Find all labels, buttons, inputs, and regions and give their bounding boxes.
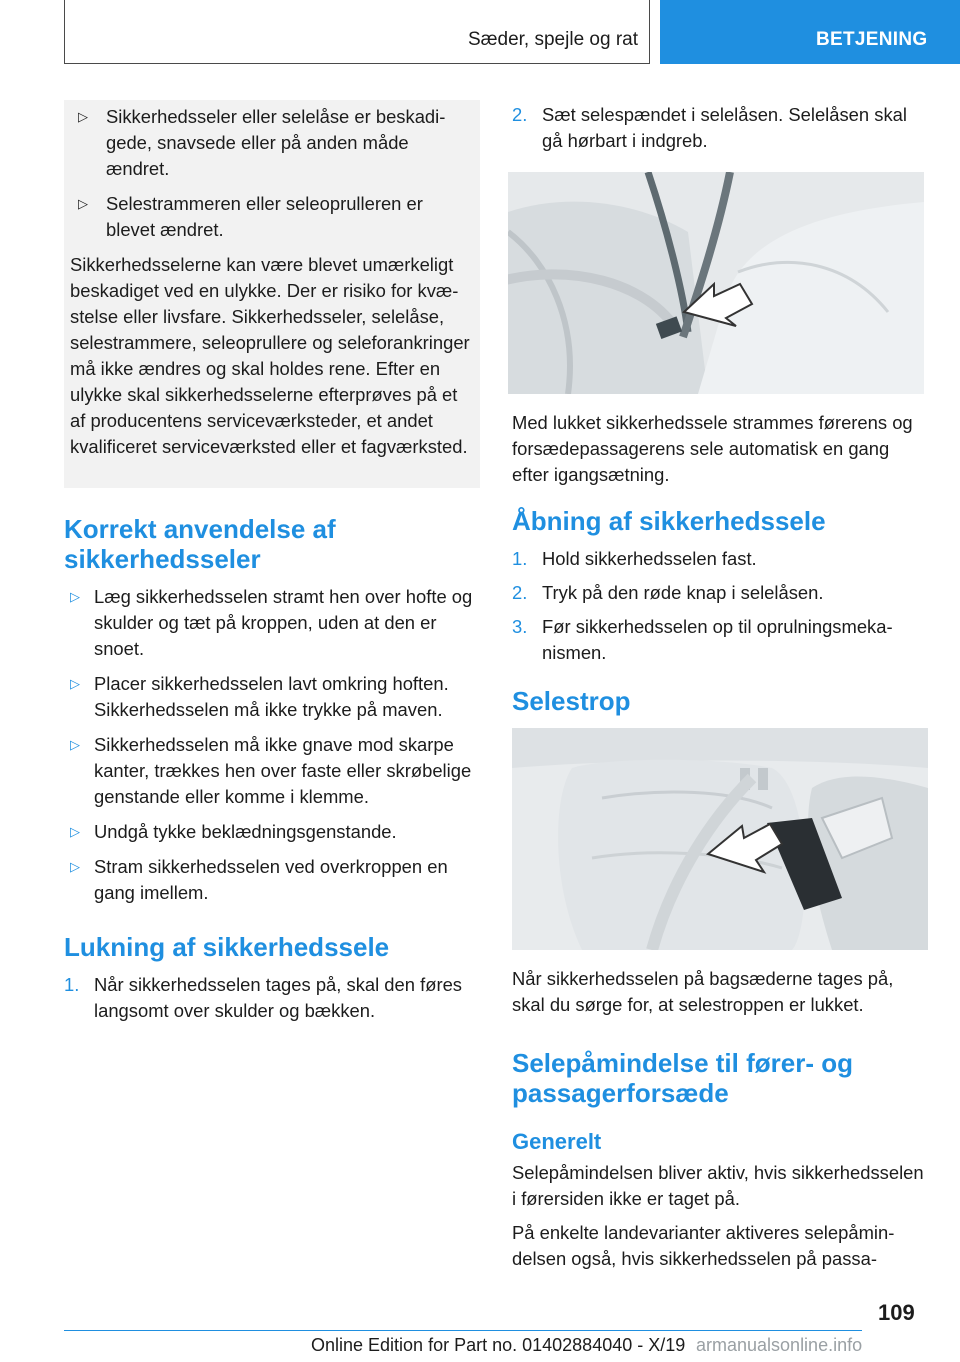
after-figure-text: Med lukket sikkerhedssele strammes førerens og forsædepassagerens sele automatisk en gang efter igangsætning. <box>512 412 913 485</box>
triangle-bullet-icon: ▷ <box>70 737 80 752</box>
triangle-bullet-icon: ▷ <box>70 589 80 604</box>
subheading-general: Generelt <box>512 1129 602 1154</box>
watermark: armanualsonline.info <box>696 1335 863 1355</box>
closing-steps-continued <box>512 102 928 154</box>
step-item: 1. Hold sikkerhedsselen fast. <box>512 546 928 572</box>
closing-steps <box>64 972 480 1024</box>
triangle-bullet-icon: ▷ <box>70 676 80 691</box>
strap-illustration <box>512 728 928 950</box>
list-item: ▷ Læg sikkerhedsselen stramt hen over hofte og skulder og tæt på kroppen, uden at den er snoet. <box>70 586 473 659</box>
section-title: Sæder, spejle og rat <box>467 29 638 50</box>
chapter-tab-label: BETJENING <box>816 29 928 50</box>
left-column <box>64 100 480 1032</box>
step-item: 2. Sæt selespændet i selelåsen. Selelåsen skal gå hørbart i indgreb. <box>512 104 907 151</box>
heading-correct-use: Korrekt anvendelse af sikkerhedsseler <box>64 514 336 574</box>
triangle-bullet-icon: ▷ <box>78 109 88 124</box>
heading-opening: Åbning af sikkerhedssele <box>512 506 826 536</box>
warning-box <box>64 100 480 488</box>
step-number: 2. <box>512 104 528 125</box>
triangle-bullet-icon: ▷ <box>70 859 80 874</box>
list-item: ▷ Sikkerhedsselen må ikke gnave mod skarpe kanter, trækkes hen over faste eller skrøbelige genstande eller komme i klemme. <box>70 734 472 807</box>
list-item: ▷ Undgå tykke beklædningsgenstande. <box>64 819 480 845</box>
after-figure-text: Når sikkerhedsselen på bagsæderne tages på, skal du sørge for, at selestroppen er lukket. <box>512 968 894 1015</box>
list-item: ▷ Sikkerhedsseler eller selelåse er beskadigede, snavsede eller på anden måde ændret. <box>78 106 446 179</box>
triangle-bullet-icon: ▷ <box>70 824 80 839</box>
chapter-tab <box>660 0 960 64</box>
list-item: ▷ Stram sikkerhedsselen ved overkroppen en gang imellem. <box>70 856 448 903</box>
seat-strap-image <box>512 728 928 950</box>
footer-divider <box>64 1330 862 1331</box>
buckle-illustration <box>508 172 924 394</box>
body-text: På enkelte landevarianter aktiveres selepåmindelsen også, hvis sikkerhedsselen på passa- <box>512 1222 895 1269</box>
heading-strap: Selestrop <box>512 686 631 716</box>
heading-reminder: Selepåmindelse til fører- og passagerforsæde <box>512 1048 853 1108</box>
step-number: 1. <box>64 974 80 995</box>
step-item: 3. Før sikkerhedsselen op til oprulningsmekanismen. <box>512 616 893 663</box>
seat-belt-buckle-image <box>508 172 924 394</box>
warning-text: Sikkerhedsselerne kan være blevet umærkeligt beskadiget ved en ulykke. Der er risiko for kvæstelse eller livsfare. Sikkerhedsseler, selelåse, selestrammere, seleoprullere og seleforankringer må ikke ændres og skal holdes rene. Efter en ulykke skal sikkerhedsselerne efterprøves på et af producentens serviceværksteder, et andet kvalificeret serviceværksted eller et fagværksted. <box>70 254 470 457</box>
edition-text: Online Edition for Part no. 01402884040 - X/19 <box>311 1335 686 1355</box>
step-number: 3. <box>512 616 528 637</box>
heading-closing: Lukning af sikkerhedssele <box>64 932 390 962</box>
opening-steps <box>512 546 928 666</box>
list-item: ▷ Selestrammeren eller seleoprulleren er blevet ændret. <box>78 193 423 240</box>
warning-list <box>70 104 474 243</box>
step-number: 2. <box>512 582 528 603</box>
triangle-bullet-icon: ▷ <box>78 196 88 211</box>
step-item: 1. Når sikkerhedsselen tages på, skal den føres langsomt over skulder og bækken. <box>64 974 462 1021</box>
list-item: ▷ Placer sikkerhedsselen lavt omkring hoften. Sikkerhedsselen må ikke trykke på maven. <box>70 673 449 720</box>
body-text: Selepåmindelsen bliver aktiv, hvis sikkerhedsselen i førersiden ikke er taget på. <box>512 1162 924 1209</box>
page-number: 109 <box>878 1300 915 1325</box>
step-item: 2. Tryk på den røde knap i selelåsen. <box>512 580 928 606</box>
right-column <box>512 102 928 1280</box>
correct-use-list <box>64 584 480 906</box>
step-number: 1. <box>512 548 528 569</box>
